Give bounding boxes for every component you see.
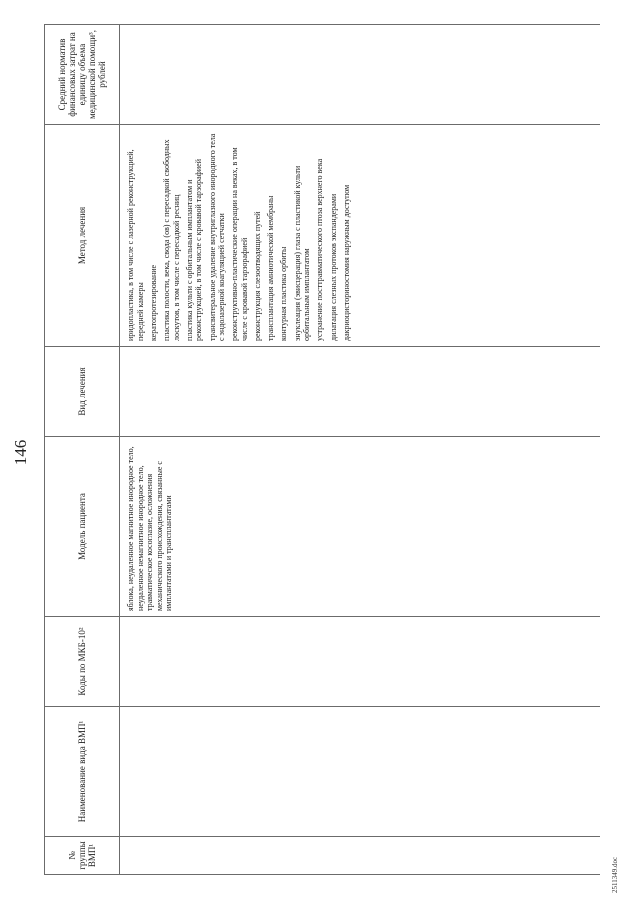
header-treatment-type: Вид лечения: [45, 347, 120, 437]
table-row: [120, 25, 600, 875]
method-item: дилатация слезных протоков экспандерами: [328, 193, 338, 341]
cell-treatment-type: [120, 347, 600, 437]
header-treatment-method: Метод лечения: [45, 125, 120, 347]
method-item: пластика культи с орбитальным имплантатом и реконструкцией, в том числе с кровавой тарзорафией: [184, 159, 204, 341]
cell-group-no: [120, 837, 600, 875]
vmp-table: [44, 24, 600, 875]
method-item: реконструктивно-пластические операции на веках, в том числе с кровавой тарзорафией: [230, 147, 249, 341]
cell-cost-norm: [120, 25, 600, 125]
header-cost-norm: Средний норматив финансовых затрат на единицу объема медицинской помощи³, рублей: [45, 25, 120, 125]
method-item: иридопластика, в том числе с лазерной реконструкцией, передней камеры: [126, 149, 145, 341]
method-item: энуклеация (эвисцерация) глаза с пластикой культи орбитальным имплантатом: [292, 165, 312, 341]
header-group-no: № группы ВМП¹: [45, 837, 120, 875]
file-name: 2511349.doc: [611, 856, 619, 893]
patient-model-text: яблока, неудаленное магнитное инородное тело, неудаленное немагнитное инородное тело, травматическое косоглазие, осложнения механического происхождения, связанные с имплантатами и трансплантатами: [126, 446, 174, 611]
method-item: дакриоцисториностомия наружным доступом: [341, 184, 351, 341]
method-item: кератопротезирование: [148, 264, 158, 341]
cell-treatment-method: [120, 125, 600, 347]
method-item: контурная пластика орбиты: [279, 246, 289, 341]
table-header-row: [45, 25, 120, 875]
cell-patient-model: [120, 437, 600, 617]
method-item: пластика полости, века, свода (ов) с пересадкой свободных лоскутов, в том числе с пересадкой ресниц: [161, 139, 181, 341]
method-item: реконструкция слезоотводящих путей: [253, 211, 263, 341]
page-number: 146: [11, 439, 30, 466]
header-icd-codes: Коды по МКБ-10²: [45, 617, 120, 707]
method-item: устранение посттравматического птоза верхнего века: [315, 158, 325, 341]
method-item: трансплантация амниотической мембраны: [266, 195, 276, 341]
cell-vmp-name: [120, 707, 600, 837]
method-item: трансвитеральное удаление внутриглазного инородного тела с эндолазерной коагуляцией сетчатки: [207, 133, 227, 341]
header-vmp-name: Наименование вида ВМП¹: [45, 707, 120, 837]
cell-icd-codes: [120, 617, 600, 707]
header-patient-model: Модель пациента: [45, 437, 120, 617]
